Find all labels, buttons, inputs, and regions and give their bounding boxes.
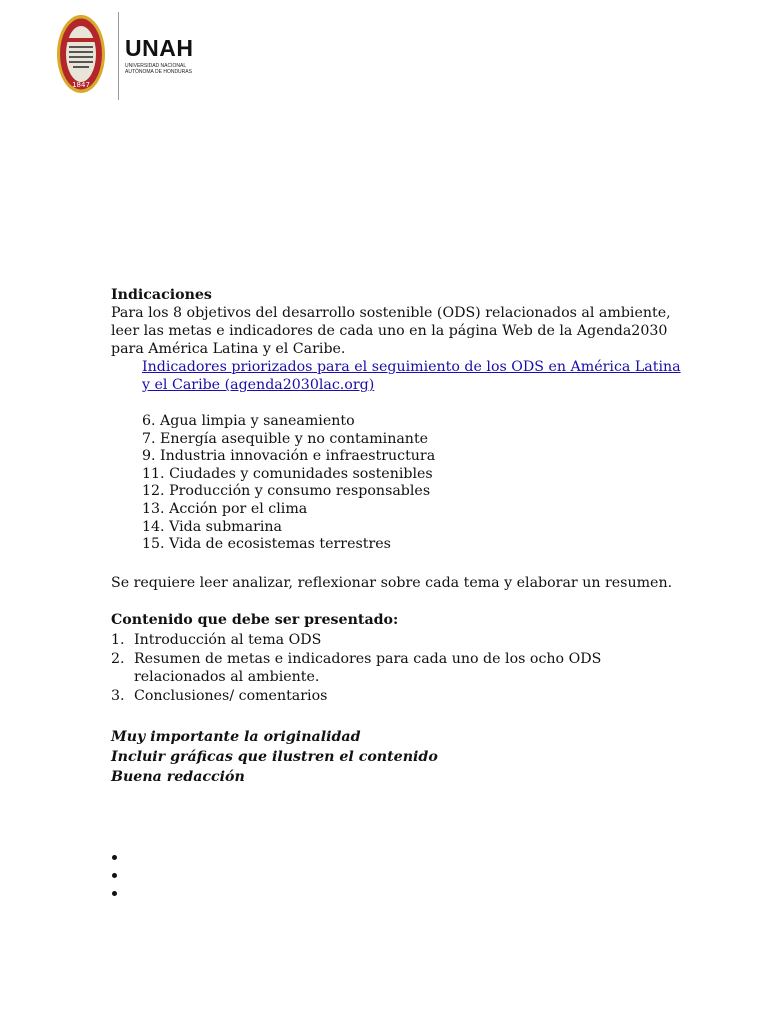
ods-item: 12. Producción y consumo responsables [142, 483, 431, 500]
content-item-number: 3. [111, 687, 125, 704]
content-item [111, 687, 691, 705]
important-notes [111, 727, 691, 787]
content-item-number: 1. [111, 631, 125, 648]
brand-subtitle [125, 63, 193, 75]
content-item [111, 650, 691, 686]
ods-item: 11. Ciudades y comunidades sostenibles [142, 465, 433, 482]
note-line: Incluir gráficas que ilustren el contenido [111, 748, 438, 765]
ods-item: 7. Energía asequible y no contaminante [142, 430, 429, 447]
content-item-text: Conclusiones/ comentarios [134, 687, 328, 704]
header-divider [118, 12, 119, 100]
bullet-icon [112, 873, 117, 878]
note-line: Muy importante la originalidad [111, 728, 361, 745]
brand-subtitle-line2: AUTÓNOMA DE HONDURAS [125, 69, 192, 75]
brand-name: UNAH [125, 35, 194, 61]
seal-year: 1847 [72, 81, 90, 89]
content-item-text: Introducción al tema ODS [134, 631, 322, 648]
content-item-number: 2. [111, 650, 125, 667]
ods-list [142, 413, 691, 554]
note-line: Buena redacción [111, 768, 245, 785]
university-seal-icon [56, 14, 106, 94]
agenda2030-link[interactable]: Indicadores priorizados para el seguimiento de los ODS en América Latina y el Caribe (agenda2030lac.org) [142, 359, 681, 393]
content-heading: Contenido que debe ser presentado: [111, 611, 399, 628]
ods-item: 9. Industria innovación e infraestructura [142, 448, 436, 465]
content-item-text: Resumen de metas e indicadores para cada uno de los ocho ODS relacionados al ambiente. [134, 650, 602, 685]
instructions-heading: Indicaciones [111, 287, 212, 303]
header [56, 10, 256, 102]
document-body [111, 286, 691, 787]
content-item [111, 631, 691, 649]
ods-item: 14. Vida submarina [142, 518, 282, 535]
bullet-icon [112, 891, 117, 896]
bullet-icon [112, 855, 117, 860]
brand [125, 37, 193, 75]
empty-bullet-list [112, 855, 117, 909]
ods-item: 15. Vida de ecosistemas terrestres [142, 536, 391, 553]
ods-item: 6. Agua limpia y saneamiento [142, 413, 355, 429]
requirement-text: Se requiere leer analizar, reflexionar sobre cada tema y elaborar un resumen. [111, 574, 673, 591]
instructions-paragraph: Para los 8 objetivos del desarrollo sostenible (ODS) relacionados al ambiente, leer las metas e indicadores de cada uno en la página Web de la Agenda2030 para América Latina y el Caribe. [111, 305, 671, 357]
ods-item: 13. Acción por el clima [142, 500, 308, 517]
content-list [111, 631, 691, 705]
brand-subtitle-line1: UNIVERSIDAD NACIONAL [125, 63, 187, 69]
